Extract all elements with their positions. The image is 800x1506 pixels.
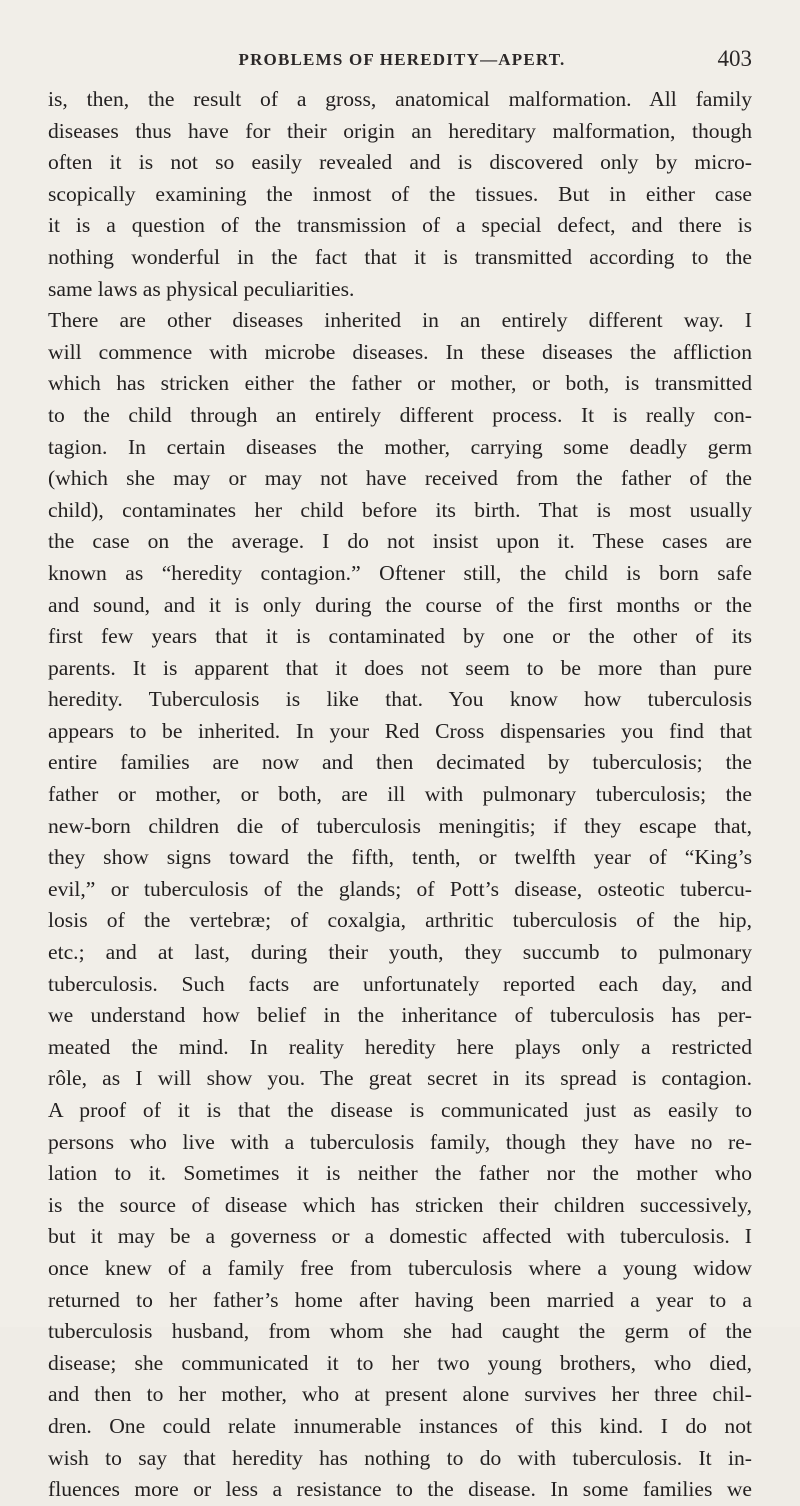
text-line: which has stricken either the father or mother, or both, is transmitted: [48, 371, 752, 396]
text-line: entire families are now and then decimated by tuberculosis; the: [48, 750, 752, 775]
text-line: meated the mind. In reality heredity here plays only a restricted: [48, 1034, 752, 1059]
text-line: evil,” or tuberculosis of the glands; of Pott’s disease, osteotic tubercu-: [48, 876, 752, 901]
text-line: lation to it. Sometimes it is neither the father nor the mother who: [48, 1161, 752, 1186]
text-line: rôle, as I will show you. The great secret in its spread is contagion.: [48, 1066, 752, 1091]
text-line: scopically examining the inmost of the tissues. But in either case: [48, 181, 752, 206]
text-line: There are other diseases inherited in an entirely different way. I: [48, 308, 752, 333]
text-line: heredity. Tuberculosis is like that. You know how tuberculosis: [48, 687, 752, 712]
text-line: father or mother, or both, are ill with pulmonary tuberculosis; the: [48, 782, 752, 807]
text-line: and then to her mother, who at present alone survives her three chil-: [48, 1382, 752, 1407]
text-line: etc.; and at last, during their youth, they succumb to pulmonary: [48, 940, 752, 965]
body-text: [48, 84, 752, 1506]
text-line: A proof of it is that the disease is communicated just as easily to: [48, 1098, 752, 1122]
text-line: first few years that it is contaminated by one or the other of its: [48, 624, 752, 649]
header-title: PROBLEMS OF HEREDITY—APERT.: [238, 50, 566, 69]
text-line: often it is not so easily revealed and is discovered only by micro-: [48, 150, 752, 175]
text-line: but it may be a governess or a domestic affected with tuberculosis. I: [48, 1224, 752, 1249]
text-line: they show signs toward the fifth, tenth, or twelfth year of “King’s: [48, 845, 752, 870]
text-line: nothing wonderful in the fact that it is transmitted according to the: [48, 244, 752, 269]
page-number: 403: [717, 46, 752, 71]
text-line: once knew of a family free from tuberculosis where a young widow: [48, 1255, 752, 1280]
text-line: and sound, and it is only during the course of the first months or the: [48, 592, 752, 617]
text-line: we understand how belief in the inheritance of tuberculosis has per-: [48, 1003, 752, 1028]
text-line: it is a question of the transmission of a special defect, and there is: [48, 213, 752, 238]
text-line: appears to be inherited. In your Red Cross dispensaries you find that: [48, 718, 752, 743]
text-line: tuberculosis husband, from whom she had caught the germ of the: [48, 1319, 752, 1344]
text-line: known as “heredity contagion.” Oftener still, the child is born safe: [48, 560, 752, 585]
text-line: disease; she communicated it to her two young brothers, who died,: [48, 1350, 752, 1375]
text-line: tuberculosis. Such facts are unfortunately reported each day, and: [48, 971, 752, 996]
text-line: new-born children die of tuberculosis meningitis; if they escape that,: [48, 813, 752, 838]
text-line: (which she may or may not have received from the father of the: [48, 466, 752, 491]
text-line: to the child through an entirely different process. It is really con-: [48, 402, 752, 427]
text-line: parents. It is apparent that it does not seem to be more than pure: [48, 655, 752, 680]
text-line: child), contaminates her child before its birth. That is most usually: [48, 497, 752, 522]
text-line: returned to her father’s home after having been married a year to a: [48, 1287, 752, 1312]
text-line: will commence with microbe diseases. In these diseases the affliction: [48, 339, 752, 364]
text-line: the case on the average. I do not insist upon it. These cases are: [48, 529, 752, 554]
text-line: persons who live with a tuberculosis family, though they have no re-: [48, 1129, 752, 1154]
text-line: tagion. In certain diseases the mother, carrying some deadly germ: [48, 434, 752, 459]
text-line: fluences more or less a resistance to the disease. In some families we: [48, 1477, 752, 1502]
text-line: losis of the vertebræ; of coxalgia, arthritic tuberculosis of the hip,: [48, 908, 752, 933]
text-line: is the source of disease which has stricken their children successively,: [48, 1192, 752, 1217]
text-line: wish to say that heredity has nothing to do with tuberculosis. It in-: [48, 1445, 752, 1470]
text-line: same laws as physical peculiarities.: [48, 276, 355, 301]
running-head: [52, 46, 752, 80]
text-line: is, then, the result of a gross, anatomical malformation. All family: [48, 87, 752, 111]
text-line: diseases thus have for their origin an hereditary malformation, though: [48, 118, 752, 143]
text-line: dren. One could relate innumerable instances of this kind. I do not: [48, 1413, 752, 1438]
